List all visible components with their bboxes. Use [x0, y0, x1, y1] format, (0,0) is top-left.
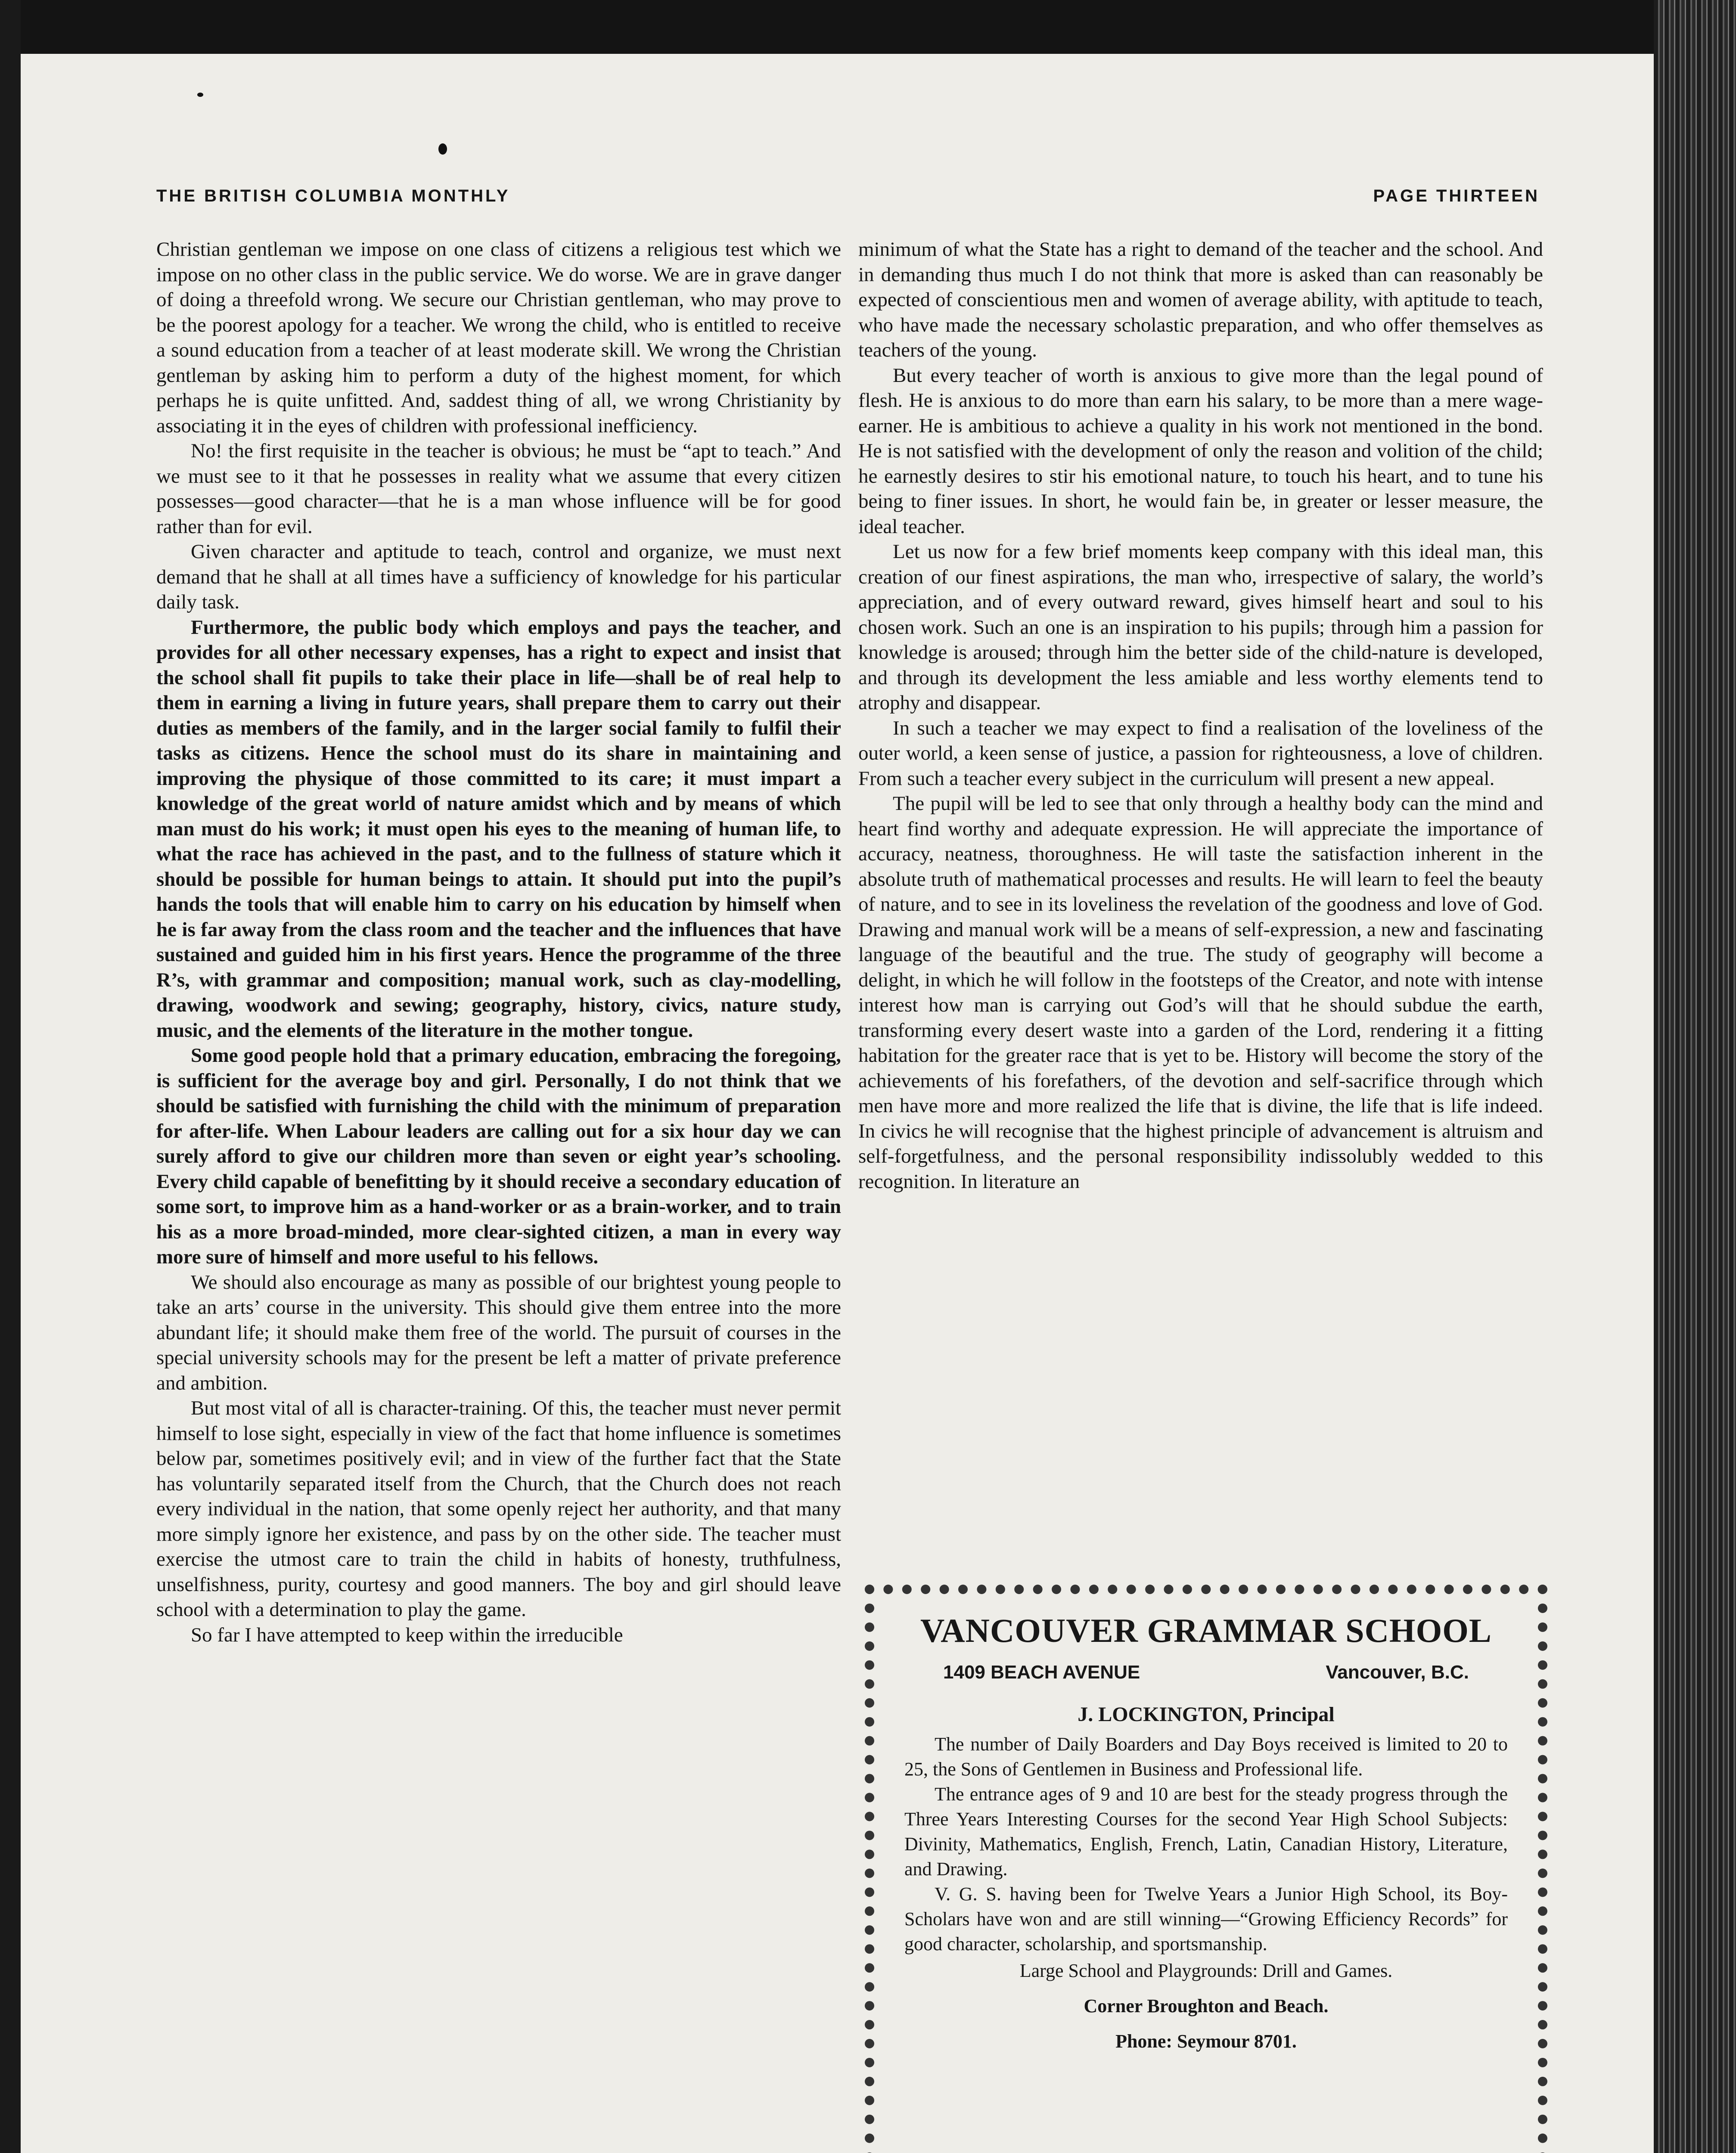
article-column-left — [156, 237, 841, 1647]
book-binding-edge — [1654, 0, 1736, 2153]
ad-location: Corner Broughton and Beach. — [1084, 1995, 1329, 2016]
ad-paragraph: The number of Daily Boarders and Day Boys received is limited to 20 to 25, the Sons of Gentlemen in Business and Professional life. — [904, 1734, 1508, 1780]
article-paragraph: In such a teacher we may expect to find a realisation of the loveliness of the outer world, a keen sense of justice, a passion for righteousness, a love of children. From such a teacher every subject in the curriculum will present a new appeal. — [858, 717, 1543, 790]
ad-grounds: Large School and Playgrounds: Drill and Games. — [1019, 1960, 1393, 1981]
article-paragraph: Let us now for a few brief moments keep company with this ideal man, this creation of our finest aspirations, the man who, irrespective of salary, the world’s appreciation, and of every outward reward, gives himself heart and soul to his chosen work. Such an one is an inspiration to his pupils; through him a passion for knowledge is aroused; through him the better side of the child-nature is developed, and through its development the less amiable and less worthy elements tend to atrophy and disappear. — [858, 540, 1543, 714]
school-advertisement — [865, 1585, 1547, 2153]
magazine-page — [21, 54, 1654, 2153]
running-head-page-number: PAGE THIRTEEN — [1373, 186, 1540, 205]
article-paragraph: minimum of what the State has a right to demand of the teacher and the school. And in demanding thus much I do not think that more is asked than can reasonably be expected of conscientious men and women of average ability, with aptitude to teach, who have made the necessary scholastic preparation, and who offer themselves as teachers of the young. — [858, 238, 1543, 361]
scan-top-edge — [0, 0, 1736, 54]
article-paragraph: The pupil will be led to see that only through a healthy body can the mind and heart find worthy and adequate expression. He will appreciate the importance of accuracy, neatness, thoroughness. He will taste the satisfaction inherent in the absolute truth of mathematical processes and results. He will learn to feel the beauty of nature, and to see in its loveliness the revelation of the goodness and love of God. Drawing and manual work will be a means of self-expression, a new and fascinating language of the beautiful and the true. The study of geography will become a delight, in which he will follow in the footsteps of the Creator, and note with intense interest how man is carrying out God’s will that he should subdue the earth, transforming every desert waste into a garden of the Lord, rendering it a fitting habitation for the greater race that is yet to be. History will become the story of the achievements of his forefathers, of the devotion and self-sacrifice through which men have more and more realized the life that is divine, the life that is life indeed. In civics he will recognise that the highest principle of advancement is altruism and self-forgetfulness, and the personal responsibility indissolubly wedded to this recognition. In literature an — [858, 792, 1543, 1193]
ad-address-line — [904, 1655, 1508, 1690]
ad-phone: Phone: Seymour 8701. — [1115, 2031, 1297, 2052]
ad-paragraph: V. G. S. having been for Twelve Years a Junior High School, its Boy-Scholars have won and are still winning—“Growing Efficiency Records” for good character, scholarship, and sportsmanship. — [904, 1883, 1508, 1954]
ink-speck — [438, 143, 447, 155]
article-paragraph: But every teacher of worth is anxious to give more than the legal pound of flesh. He is anxious to do more than earn his salary, to be more than a mere wage-earner. He is ambitious to achieve a quality in his work not mentioned in the bond. He is not satisfied with the development of only the reason and volition of the child; he earnestly desires to stir his emotional nature, to touch his heart, and to tune his being to finer issues. In short, he would fain be, in greater or lesser measure, the ideal teacher. — [858, 364, 1543, 538]
ink-speck — [197, 93, 203, 97]
ad-paragraph: The entrance ages of 9 and 10 are best for the steady progress through the Three Years Interesting Courses for the second Year High School Subjects: Divinity, Mathematics, English, French, Latin, Canadian History, Literature, and Drawing. — [904, 1784, 1508, 1880]
article-paragraph: So far I have attempted to keep within the irreducible — [191, 1623, 623, 1646]
ad-principal: J. LOCKINGTON, Principal — [1078, 1703, 1335, 1726]
article-paragraph: Some good people hold that a primary education, embracing the foregoing, is sufficient for the average boy and girl. Personally, I do not think that we should be satisfied with furnishing the child with the minimum of preparation for after-life. When Labour leaders are calling out for a six hour day we can surely afford to give our children more than seven or eight year’s schooling. Every child capable of benefitting by it should receive a secondary education of some sort, to improve him as a hand-worker or as a brain-worker, and to train his as a more broad-minded, more clear-sighted citizen, a man in every way more sure of himself and more useful to his fellows. — [156, 1044, 841, 1268]
ad-school-name: VANCOUVER GRAMMAR SCHOOL — [920, 1612, 1492, 1649]
running-head-publication: THE BRITISH COLUMBIA MONTHLY — [156, 186, 510, 205]
scan-left-edge — [0, 0, 21, 2153]
article-paragraph: Christian gentleman we impose on one class of citizens a religious test which we impose on no other class in the public service. We do worse. We are in grave danger of doing a threefold wrong. We secure our Christian gentleman, who may prove to be the poorest apology for a teacher. We wrong the child, who is entitled to receive a sound education from a teacher of at least moderate skill. We wrong the Christian gentleman by asking him to perform a duty of the highest moment, for which perhaps he is quite unfitted. And, saddest thing of all, we wrong Christianity by associating it in the eyes of children with professional inefficiency. — [156, 238, 841, 437]
ad-body — [904, 1732, 1508, 1957]
article-paragraph: But most vital of all is character-training. Of this, the teacher must never permit himself to lose sight, especially in view of the fact that home influence is sometimes below par, sometimes positively evil; and in view of the further fact that the State has voluntarily separated itself from the Church, that the Church does not reach every individual in the nation, that some openly reject her authority, and that many more simply ignore her existence, and pass by on the other side. The teacher must exercise the utmost care to train the child in habits of honesty, truthfulness, unselfishness, purity, courtesy and good manners. The boy and girl should leave school with a determination to play the game. — [156, 1397, 841, 1621]
article-paragraph: Given character and aptitude to teach, control and organize, we must next demand that he shall at all times have a sufficiency of knowledge for his particular daily task. — [156, 540, 841, 613]
ad-street-address: 1409 BEACH AVENUE — [943, 1662, 1140, 1683]
article-column-right — [858, 237, 1543, 1194]
article-paragraph: We should also encourage as many as possible of our brightest young people to take an arts’ course in the university. This should give them entree into the more abundant life; it should make them free of the world. The pursuit of courses in the special university schools may for the present be left a matter of private preference and ambition. — [156, 1271, 841, 1394]
article-paragraph: Furthermore, the public body which employs and pays the teacher, and provides for all other necessary expenses, has a right to expect and insist that the school shall fit pupils to take their place in life—shall be of real help to them in earning a living in future years, shall prepare them to carry out their duties as members of the family, and in the larger social family to fulfil their tasks as citizens. Hence the school must do its share in maintaining and improving the physique of those committed to its care; it must impart a knowledge of the great world of nature amidst which and by means of which man must do his work; it must open his eyes to the meaning of human life, to what the race has achieved in the past, and to the fullness of stature which it should be possible for human beings to attain. It should put into the pupil’s hands the tools that will enable him to carry on his education by himself when he is far away from the class room and the teacher and the influences that have sustained and guided him in his first years. Hence the programme of the three R’s, with grammar and composition; manual work, such as clay-modelling, drawing, woodwork and sewing; geography, history, civics, nature study, music, and the elements of the literature in the mother tongue. — [156, 616, 841, 1042]
article-paragraph: No! the first requisite in the teacher is obvious; he must be “apt to teach.” And we must see to it that he possesses in reality what we assume that every citizen possesses—good character—that he is a man whose influence will be for good rather than for evil. — [156, 440, 841, 538]
ad-city: Vancouver, B.C. — [1326, 1662, 1469, 1683]
